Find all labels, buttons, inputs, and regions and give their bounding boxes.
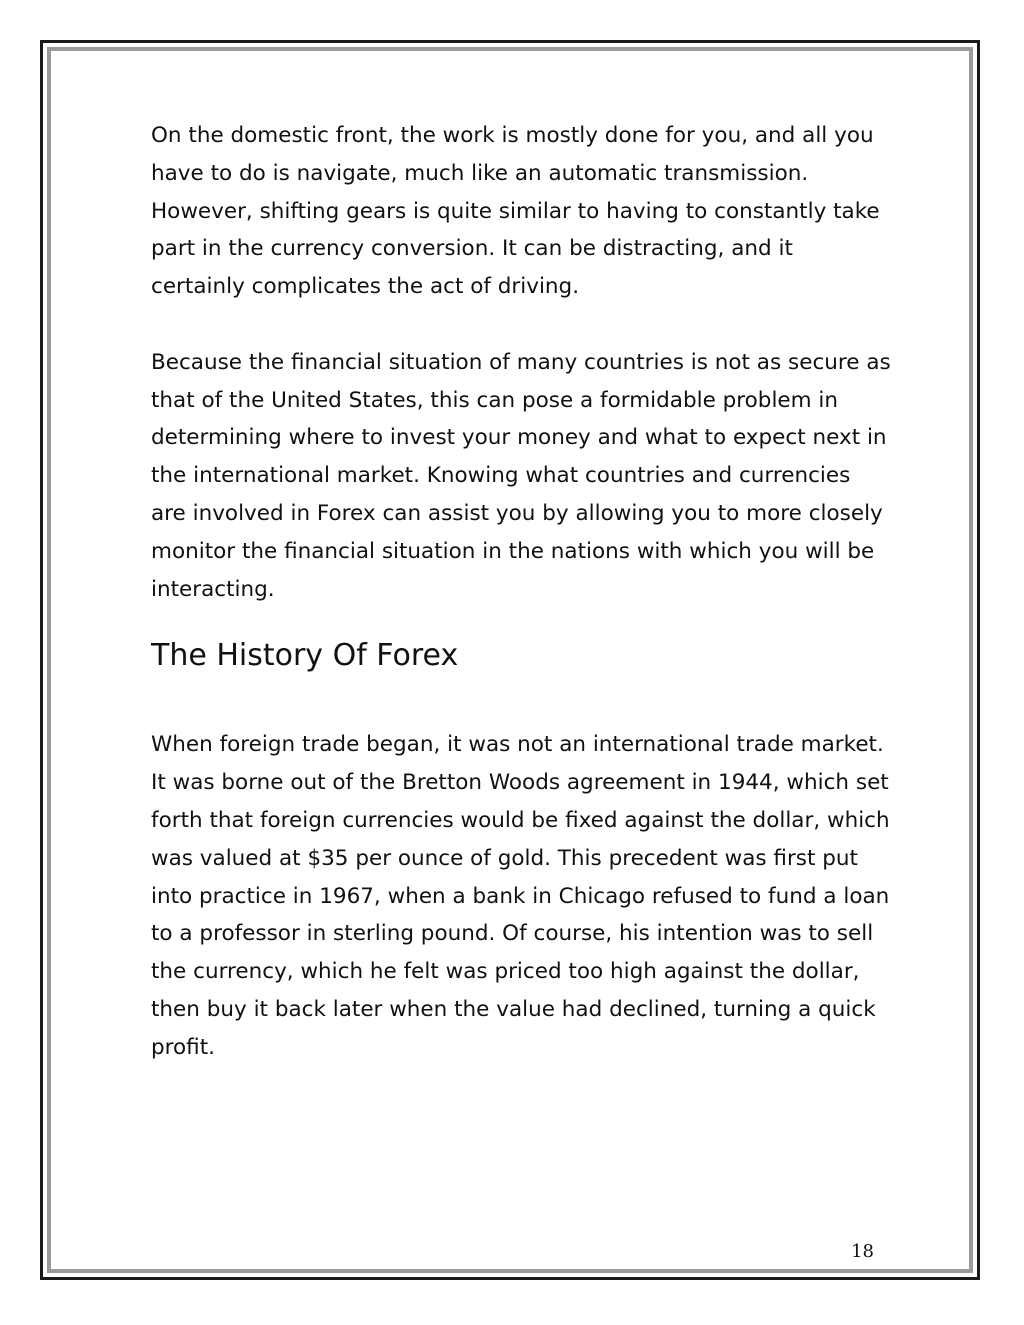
paragraph-history: When foreign trade began, it was not an international trade market. It was borne out of the Bretton Woods agreement in 1944, which set forth that foreign currencies would be fixed against the dollar, which was valued at $35 per ounce of gold. This precedent was first put into practice in 1967, when a bank in Chicago refused to fund a loan to a professor in sterling pound. Of course, his intention was to sell the currency, which he felt was priced too high against the dollar, then buy it back later when the value had declined, turning a quick profit. [151,732,890,1060]
paragraph-domestic-front: On the domestic front, the work is mostly done for you, and all you have to do is navigate, much like an automatic transmission. However, shifting gears is quite similar to having to constantly take part in the currency conversion. It can be distracting, and it certainly complicates the act of driving. [151,123,880,300]
page-content [151,117,891,1067]
section-heading: The History Of Forex [151,638,459,674]
page-number: 18 [851,1241,874,1262]
paragraph-financial-situation: Because the financial situation of many countries is not as secure as that of the United States, this can pose a formidable problem in determining where to invest your money and what to expect next in the international market. Knowing what countries and currencies are involved in Forex can assist you by allowing you to more closely monitor the financial situation in the nations with which you will be interacting. [151,349,891,602]
